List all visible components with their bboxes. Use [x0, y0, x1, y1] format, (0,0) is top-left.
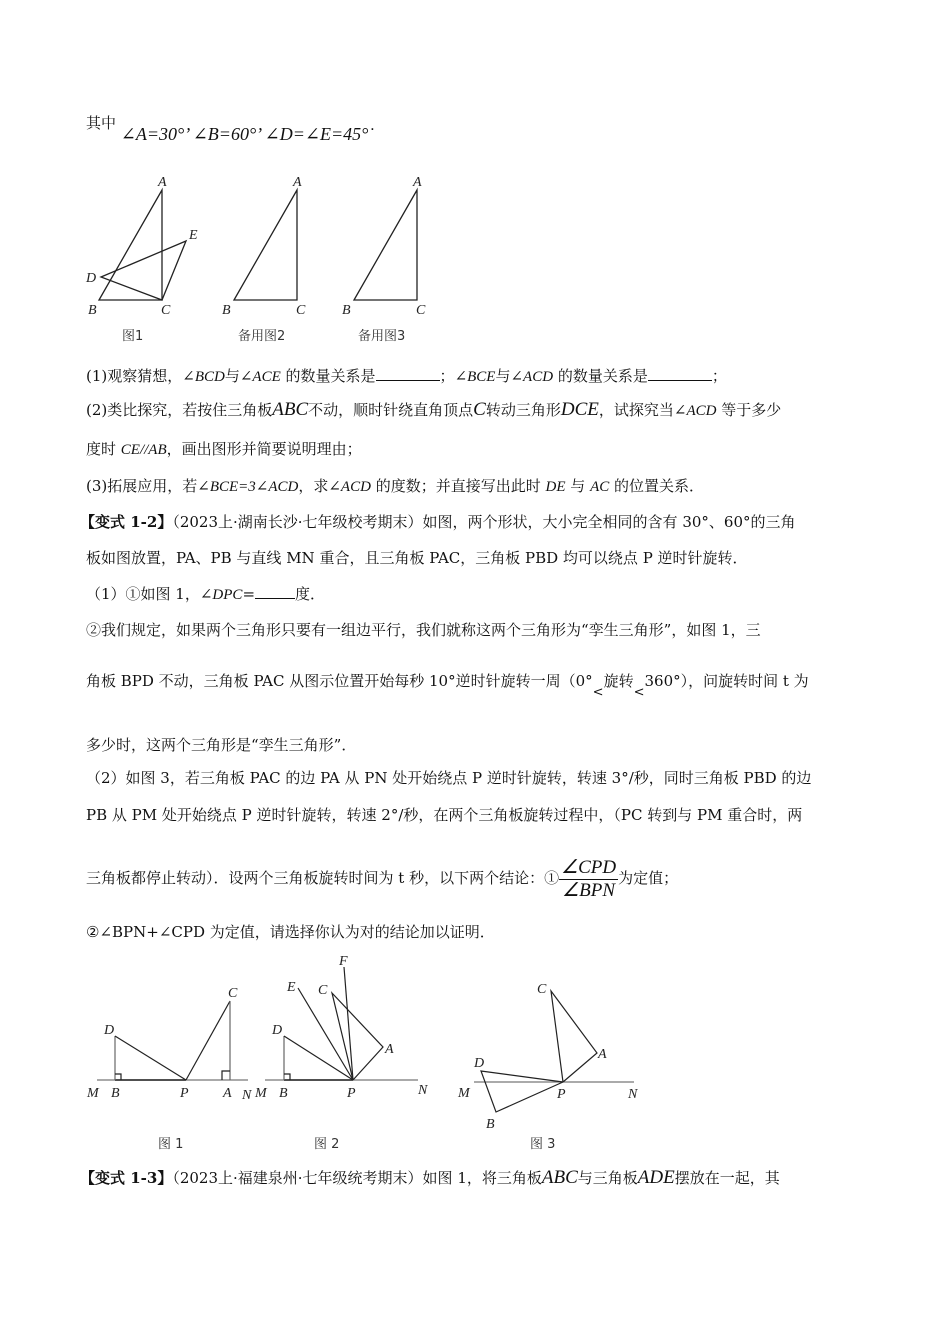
label-a: A [293, 175, 302, 190]
text: 与 [495, 367, 511, 385]
label-p: P [180, 1086, 189, 1101]
triangle-abc: ABC [541, 1167, 578, 1188]
triangle-abc: ABC [272, 399, 309, 420]
text: 如图 1，将三角板 [422, 1169, 542, 1187]
text: 与 [224, 367, 240, 385]
variant-1-2-q2-line-1 [86, 620, 761, 640]
label-d: D [272, 1023, 283, 1038]
text: PB 从 PM 处开始绕点 P 逆时针旋转，转速 2°/秒，在两个三角板旋转过程中，（PC 转到与 PM 重合时，两 [86, 806, 803, 824]
text: 不动，顺时针绕直角顶点 [308, 401, 474, 419]
text: ②∠BPN+∠CPD 为定值，请选择你认为对的结论加以证明． [86, 923, 495, 941]
less-than: < [633, 685, 645, 700]
fraction [559, 857, 618, 902]
point-c: C [473, 399, 486, 420]
variant-1-2-line-2 [86, 548, 748, 568]
less-than: < [592, 685, 604, 700]
fig2-top [234, 190, 297, 300]
label-p: P [557, 1087, 566, 1102]
label-c: C [296, 303, 306, 318]
label-a: A [413, 175, 422, 190]
variant-source: （2023上·福建泉州·七年级统考期末） [172, 1169, 423, 1187]
label-d: D [86, 271, 97, 286]
text: 多少时，这两个三角形是“孪生三角形”． [86, 736, 357, 754]
angle-equation: ∠BCE=3∠ACD [197, 479, 299, 495]
angle-acd: ∠ACD [328, 479, 371, 495]
label-n: N [418, 1083, 428, 1098]
text: (2)类比探究，若按住三角板 [86, 401, 273, 419]
text: ，画出图形并简要说明理由； [166, 440, 362, 458]
answer-blank-3[interactable] [255, 584, 295, 599]
triangle-dce: DCE [560, 399, 599, 420]
text: 与 [570, 477, 586, 495]
segment-ac: AC [590, 479, 610, 495]
text: ②我们规定，如果两个三角形只要有一组边平行，我们就称这两个三角形为“孪生三角形”，如图 1，三 [86, 621, 761, 639]
label-a: A [158, 175, 167, 190]
label-c: C [318, 983, 328, 998]
label-f: F [339, 954, 348, 969]
text: 三角板都停止转动）．设两个三角板旋转时间为 t 秒，以下两个结论：① [86, 869, 560, 887]
text: 度时 [86, 440, 117, 458]
text: 的位置关系． [614, 477, 705, 495]
text: 旋转 [603, 672, 634, 690]
text: 摆放在一起，其 [674, 1169, 780, 1187]
caption-fig3: 备用图3 [358, 329, 406, 344]
label-d: D [104, 1023, 115, 1038]
label-a: A [385, 1042, 394, 1057]
variant-1-2-p2-line-3 [86, 856, 678, 900]
fig1-bottom [86, 986, 252, 1103]
text: (1)观察猜想， [86, 367, 183, 385]
text: 板如图放置，PA、PB 与直线 MN 重合，且三角板 PAC，三角板 PBD 均可以绕点 P 逆时针旋转． [86, 549, 748, 567]
text: ，试探究当 [598, 401, 674, 419]
segment-de: DE [545, 479, 566, 495]
label-c: C [228, 986, 238, 1001]
triangle-ade: ADE [637, 1167, 675, 1188]
intro-angles: ∠A=30°’ ∠B=60°’ ∠D=∠E=45°˙ [120, 124, 375, 144]
text: （1）①如图 1， [86, 585, 200, 603]
label-m: M [255, 1086, 267, 1101]
text: 与三角板 [577, 1169, 638, 1187]
caption-fig1: 图1 [122, 329, 144, 344]
variant-1-3-heading [80, 1167, 780, 1188]
label-n: N [628, 1087, 638, 1102]
question-1-part-2-line-2 [86, 439, 362, 460]
label-b: B [88, 303, 97, 318]
text: 等于多少 [721, 401, 782, 419]
label-d: D [474, 1056, 485, 1071]
label-b: B [111, 1086, 120, 1101]
variant-1-2-q1 [86, 584, 325, 605]
text: 360°），问旋转时间 t 为 [644, 672, 809, 690]
angle-acd: ∠ACD [510, 369, 554, 385]
text: 的数量关系是 [557, 367, 648, 385]
text: ，求 [298, 477, 329, 495]
text: （2）如图 3，若三角板 PAC 的边 PA 从 PN 处开始绕点 P 逆时针旋转，转速 3°/秒，同时三角板 PBD 的边 [86, 769, 812, 787]
fig3-top [354, 190, 417, 300]
caption-fig1: 图 1 [158, 1137, 184, 1152]
text: 角板 BPD 不动，三角板 PAC 从图示位置开始每秒 10°逆时针旋转一周（0° [86, 672, 593, 690]
label-p: P [347, 1086, 356, 1101]
variant-1-2-heading [80, 512, 796, 532]
intro-prefix: 其中 [86, 114, 117, 132]
angle-acd: ∠ACD [673, 403, 717, 419]
text: 的数量关系是 [285, 367, 376, 385]
text: (3)拓展应用，若 [86, 477, 198, 495]
label-c: C [537, 982, 547, 997]
fig1-top [99, 190, 186, 300]
variant-1-2-p2-line-2 [86, 805, 802, 825]
variant-tag: 【变式 1-3】 [80, 1169, 173, 1187]
variant-tag: 【变式 1-2】 [80, 513, 173, 531]
label-e: E [189, 228, 198, 243]
angle-dpc: ∠DPC [199, 587, 243, 603]
text: 转动三角形 [485, 401, 561, 419]
fig3-bottom [457, 982, 638, 1132]
text: 的度数；并直接写出此时 [375, 477, 541, 495]
question-1-part-2 [86, 400, 781, 421]
fraction-denominator: ∠BPN [562, 879, 616, 901]
label-m: M [458, 1086, 470, 1101]
fraction-numerator: ∠CPD [561, 856, 617, 878]
angle-bce: ∠BCE [454, 369, 496, 385]
text: 度． [295, 585, 326, 603]
caption-fig2: 备用图2 [238, 329, 286, 344]
variant-source: （2023上·湖南长沙·七年级校考期末） [172, 513, 423, 531]
text: ； [711, 367, 727, 385]
ce-parallel-ab: CE//AB [120, 442, 167, 458]
label-c: C [161, 303, 171, 318]
variant-1-2-p2-line-4 [86, 922, 495, 942]
label-b: B [342, 303, 351, 318]
label-a: A [223, 1086, 232, 1101]
text: 为定值； [618, 869, 679, 887]
label-b: B [222, 303, 231, 318]
answer-blank-2[interactable] [648, 366, 712, 381]
label-m: M [87, 1086, 99, 1101]
fig2-bottom [254, 954, 428, 1101]
label-a: A [598, 1047, 607, 1062]
variant-1-2-p2-line-1 [86, 768, 811, 788]
question-1-part-1 [86, 366, 727, 387]
variant-1-2-q2-line-2 [86, 671, 809, 700]
text: ； [439, 367, 455, 385]
variant-1-2-q2-line-3 [86, 735, 356, 755]
question-1-part-3 [86, 476, 704, 497]
text: = [242, 585, 256, 603]
angle-bcd: ∠BCD [182, 369, 225, 385]
angle-ace: ∠ACE [239, 369, 281, 385]
label-c: C [416, 303, 426, 318]
caption-fig3: 图 3 [530, 1137, 556, 1152]
caption-fig2: 图 2 [314, 1137, 340, 1152]
top-figures [0, 0, 950, 360]
label-e: E [287, 980, 296, 995]
answer-blank-1[interactable] [376, 366, 440, 381]
label-n: N [242, 1088, 252, 1103]
text: 如图，两个形状，大小完全相同的含有 30°、60°的三角 [422, 513, 796, 531]
label-b: B [486, 1117, 495, 1132]
label-b: B [279, 1086, 288, 1101]
